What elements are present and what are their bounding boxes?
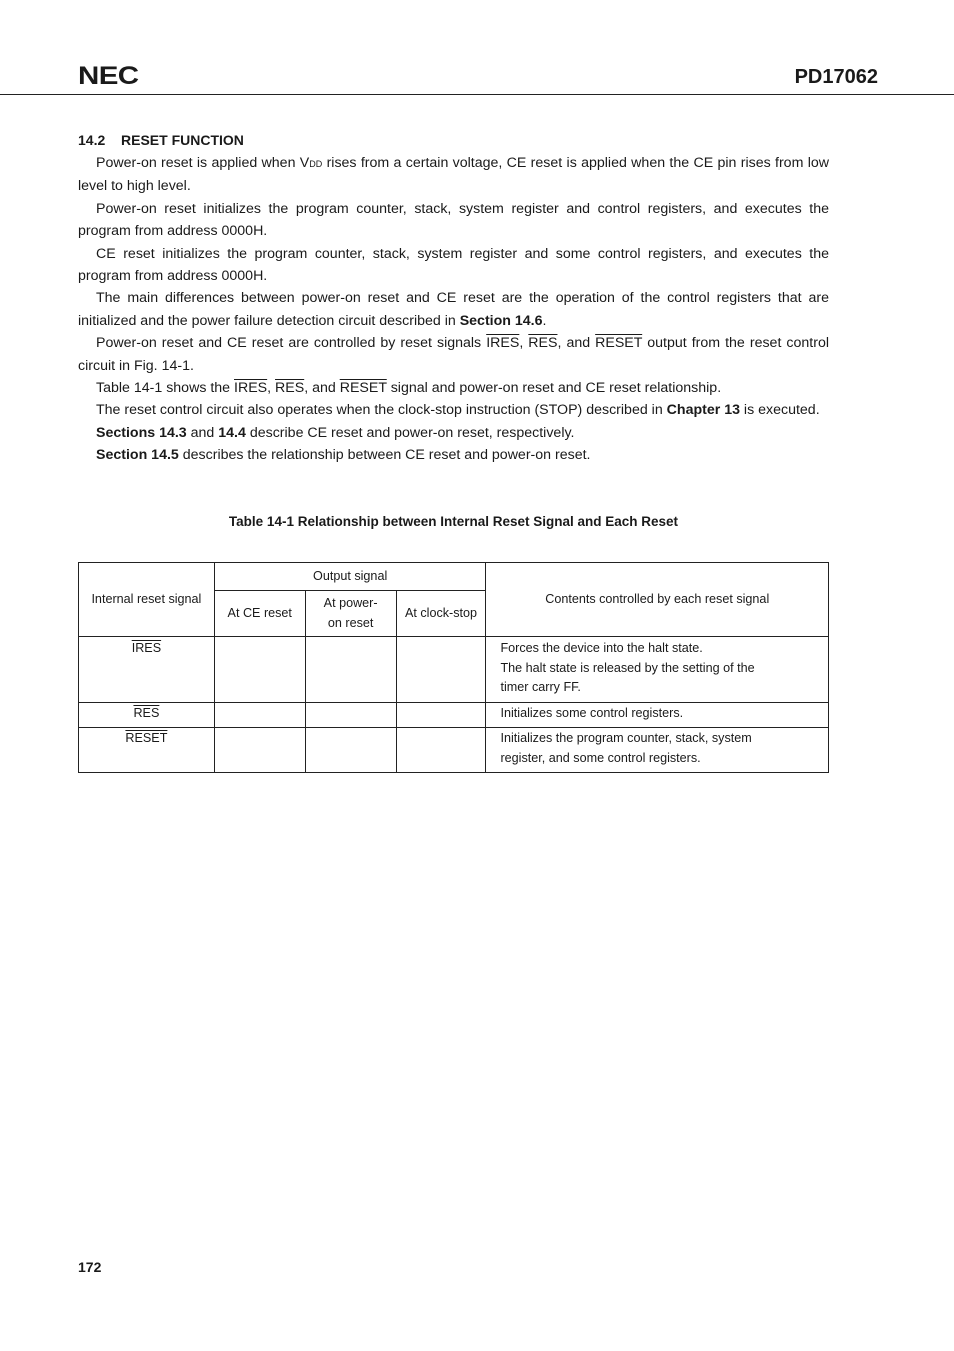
table-row [79,637,829,703]
signal-reset: RESET [339,380,387,397]
header-divider [0,94,954,95]
contents-cell [486,728,829,773]
signal-ires: IRES [486,335,520,352]
text: Power-on reset and CE reset are controlled by reset signals [96,335,487,352]
text: The reset control circuit also operates when the clock-stop instruction (STOP) described in [96,402,667,419]
signal-res: $\overline{RES}$ [133,706,160,720]
signal-ires: IRES [131,641,162,655]
ce-cell [214,637,305,703]
contents-line: Forces the device into the halt state. [500,641,703,655]
section-number: 14.2 [78,132,106,148]
paragraph-5 [78,332,829,377]
text: rises from a certain voltage, CE reset is applied when the CE pin rises from low level to high level. [78,155,829,195]
text: and [186,424,219,441]
header-output-signal: Output signal [214,563,486,591]
signal-cell [79,728,215,773]
paragraph-4 [78,287,829,332]
signal-reset: RESET [125,731,168,745]
signal-ires: IRES [234,380,268,397]
header-at-ce-reset: At CE reset [214,591,305,637]
table-header-row [79,563,829,591]
paragraph-8 [78,422,829,444]
text: , and [557,335,596,352]
nec-logo: NEC [78,62,139,90]
document-number: PD17062 [794,66,878,88]
text: . [542,312,547,329]
section-ref: Sections 14.3 [96,424,187,441]
signal-reset: RESET [595,335,643,352]
text: Table 14-1 shows the [96,380,235,397]
table-caption: Table 14-1 Relationship between Internal Reset Signal and Each Reset [228,514,679,529]
ce-cell [214,703,305,728]
paragraph-7 [78,399,829,421]
contents-cell [486,703,829,728]
signal-cell [79,703,215,728]
signal-res: $\overline{RES}$ [275,380,305,397]
section-ref: Section 14.6 [459,312,543,329]
text: , and [304,380,340,397]
chapter-ref: Chapter 13 [666,402,740,419]
paragraph-2: Power-on reset initializes the program counter, stack, system register and control registers, and executes the program from address 0000H. [78,200,829,240]
poweron-cell [305,703,396,728]
header-contents: Contents controlled by each reset signal [486,563,829,637]
contents-line: Initializes the program counter, stack, system [500,731,752,745]
text: The main differences between power-on reset and CE reset are the operation of the control registers that are initialized and the power failure detection circuit described in [78,290,829,329]
paragraph-3: CE reset initializes the program counter, stack, system register and some control registers, and executes the program from address 0000H. [78,245,829,285]
contents-cell [486,637,829,703]
table-row [79,728,829,773]
text: output from the reset control circuit in Fig. 14-1. [78,335,829,374]
clockstop-cell [396,728,486,773]
text: is executed. [739,402,820,419]
header-at-clock-stop: At clock-stop [396,591,486,637]
header-internal-signal: Internal reset signal [79,563,215,637]
page-number: 172 [78,1259,102,1275]
header-line: At power- [323,596,378,610]
vdd-subscript: DD [309,159,323,169]
poweron-cell [305,637,396,703]
contents-line: register, and some control registers. [500,750,701,765]
ce-cell [214,728,305,773]
text: describe CE reset and power-on reset, respectively. [245,424,575,441]
text: , [519,335,529,352]
paragraph-9 [78,444,829,466]
contents-line: The halt state is released by the setting of the [500,660,755,675]
paragraph-6 [78,377,829,399]
text: Power-on reset is applied when V [96,155,310,171]
section-title: RESET FUNCTION [121,132,244,148]
signal-res: $\overline{RES}$ [528,335,558,352]
clockstop-cell [396,637,486,703]
table-row [79,703,829,728]
text: describes the relationship between CE reset and power-on reset. [178,447,591,464]
signal-cell [79,637,215,703]
section-heading [78,132,244,148]
contents-line: timer carry FF. [500,680,581,694]
contents-line: Initializes some control registers. [500,706,684,720]
poweron-cell [305,728,396,773]
section-ref: 14.4 [218,424,246,441]
header-line: on reset [327,615,374,630]
reset-signal-table [78,562,829,773]
section-ref: Section 14.5 [96,447,179,464]
paragraph-1 [78,152,829,198]
text: signal and power-on reset and CE reset relationship. [386,380,722,397]
header-at-power-on-reset [305,591,396,637]
clockstop-cell [396,703,486,728]
text: , [267,380,276,397]
body-text [78,152,829,467]
